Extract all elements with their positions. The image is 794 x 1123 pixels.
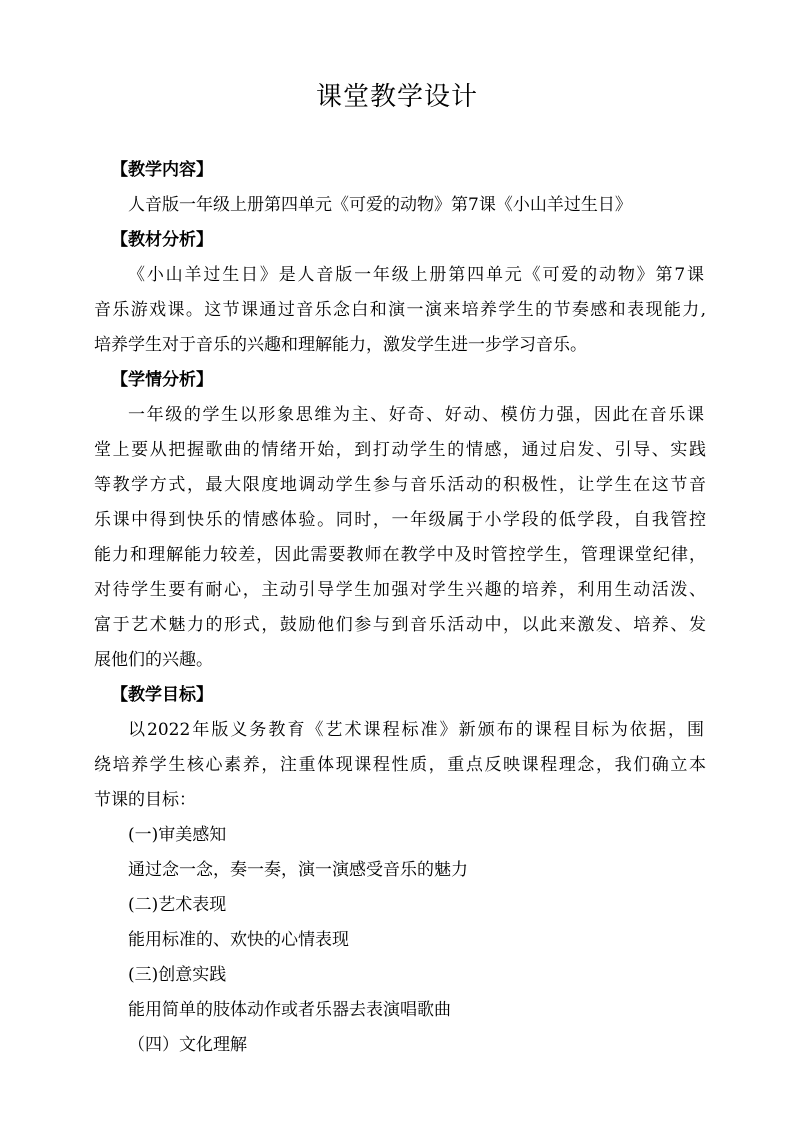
section-heading-students: 【学情分析】 (111, 370, 213, 390)
students-line-3: 等教学方式，最大限度地调动学生参与音乐活动的积极性，让学生在这节音 (94, 475, 706, 495)
goal-item-text: 能用简单的肢体动作或者乐器去表演唱歌曲 (128, 1000, 451, 1020)
goal-item-label: （四）文化理解 (128, 1035, 247, 1055)
goal-item-text: 通过念一念，奏一奏，演一演感受音乐的魅力 (128, 860, 468, 880)
section-heading-goals: 【教学目标】 (111, 685, 213, 705)
goal-item-label: (三)创意实践 (128, 965, 227, 985)
students-line-5: 能力和理解能力较差，因此需要教师在教学中及时管控学生，管理课堂纪律， (94, 545, 706, 565)
section-heading-content: 【教学内容】 (111, 160, 213, 180)
students-line-1: 一年级的学生以形象思维为主、好奇、好动、模仿力强，因此在音乐课 (128, 405, 704, 425)
students-line-4: 乐课中得到快乐的情感体验。同时，一年级属于小学段的低学段，自我管控 (94, 510, 706, 530)
goals-line-2: 绕培养学生核心素养，注重体现课程性质，重点反映课程理念，我们确立本 (94, 755, 706, 775)
section-heading-material: 【教材分析】 (111, 230, 213, 250)
material-line-2: 音乐游戏课。这节课通过音乐念白和演一演来培养学生的节奏感和表现能力, (94, 300, 706, 320)
goal-item-text: 能用标准的、欢快的心情表现 (128, 930, 349, 950)
goals-line-3: 节课的目标： (94, 790, 196, 810)
goals-line-1: 以2022年版义务教育《艺术课程标准》新颁布的课程目标为依据，围 (128, 720, 704, 740)
students-line-8: 展他们的兴趣。 (94, 650, 213, 670)
students-line-2: 堂上要从把握歌曲的情绪开始，到打动学生的情感，通过启发、引导、实践 (94, 440, 706, 460)
goal-item-label: (二)艺术表现 (128, 895, 227, 915)
page-title: 课堂教学设计 (315, 82, 478, 112)
content-line-1: 人音版一年级上册第四单元《可爱的动物》第7课《小山羊过生日》 (128, 195, 632, 215)
students-line-6: 对待学生要有耐心，主动引导学生加强对学生兴趣的培养，利用生动活泼、 (94, 580, 706, 600)
students-line-7: 富于艺术魅力的形式，鼓励他们参与到音乐活动中，以此来激发、培养、发 (94, 615, 706, 635)
goal-item-label: (一)审美感知 (128, 825, 227, 845)
material-line-3: 培养学生对于音乐的兴趣和理解能力，激发学生进一步学习音乐。 (94, 335, 587, 355)
material-line-1: 《小山羊过生日》是人音版一年级上册第四单元《可爱的动物》第7课 (128, 265, 704, 285)
